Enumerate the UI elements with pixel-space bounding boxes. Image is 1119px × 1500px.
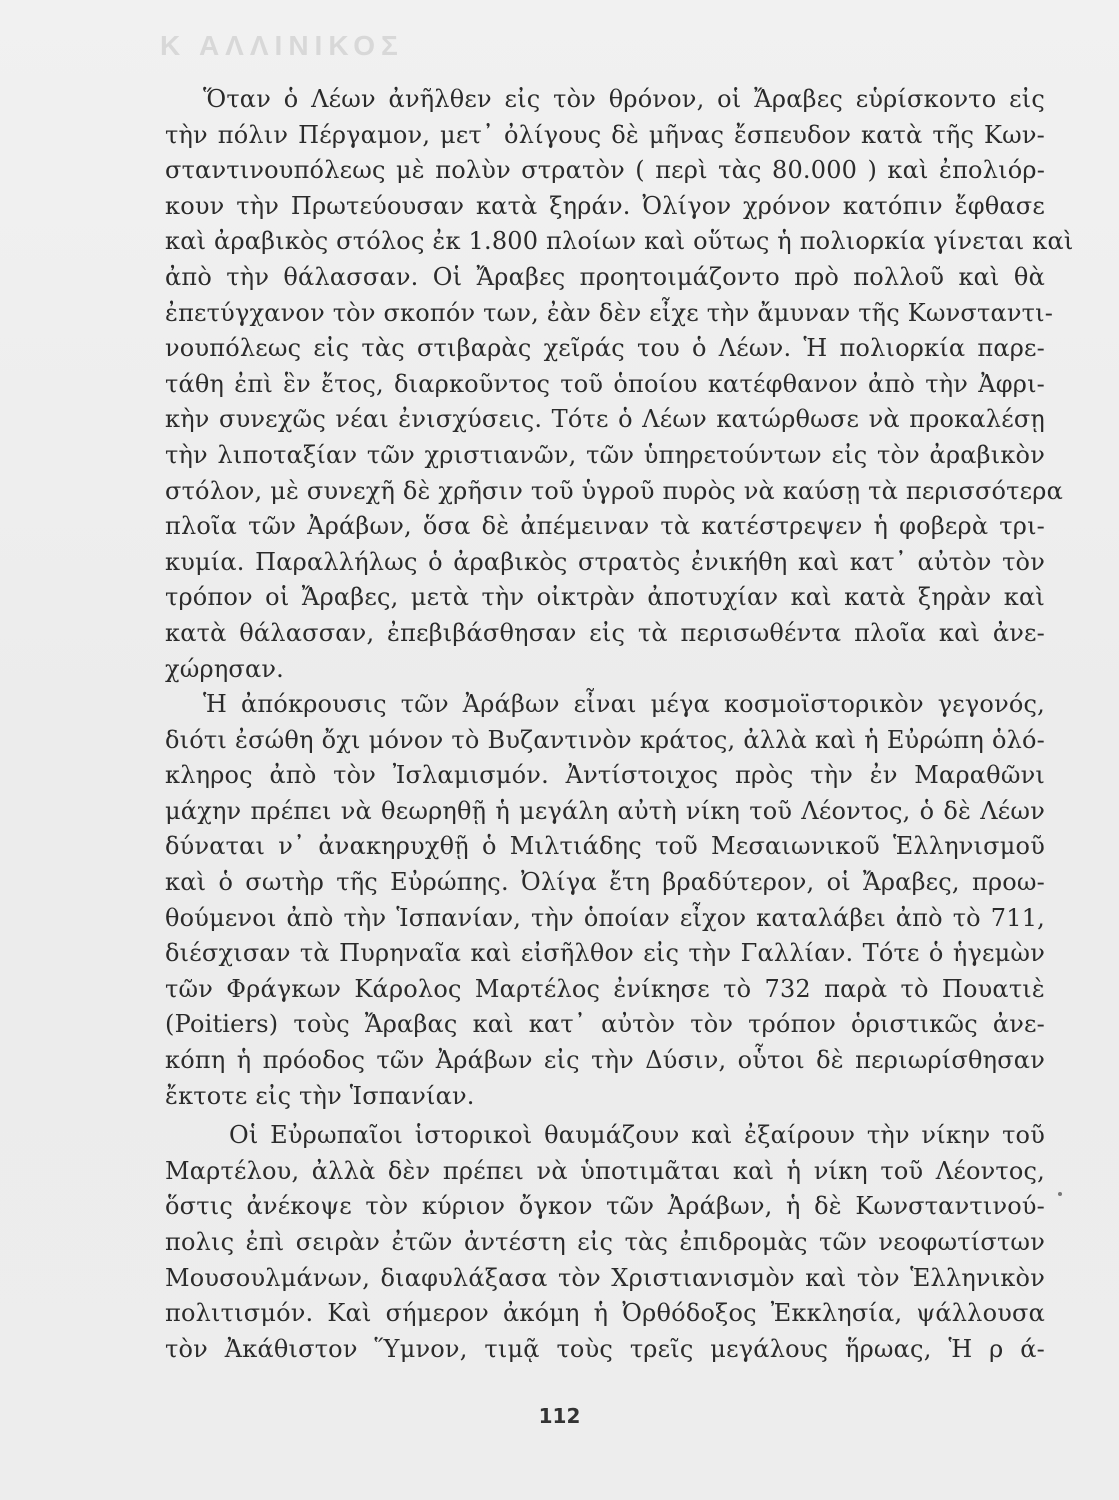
text-line: Οἱ Εὐρωπαῖοι ἱστορικοὶ θαυμάζουν καὶ ἐξαίρουν τὴν νίκην τοῦ	[229, 1121, 1045, 1150]
text-line: ἐπετύγχανον τὸν σκοπόν των, ἐὰν δὲν εἶχε τὴν ἄμυναν τῆς Κωνσταντι-	[165, 298, 1054, 327]
text-line: τὴν λιποταξίαν τῶν χριστιανῶν, τῶν ὑπηρετούντων εἰς τὸν ἀραβικὸν	[165, 440, 1045, 469]
text-line: μάχην πρέπει νὰ θεωρηθῇ ἡ μεγάλη αὐτὴ νίκη τοῦ Λέοντος, ὁ δὲ Λέων	[165, 796, 1045, 825]
text-line: Ὅταν ὁ Λέων ἀνῆλθεν εἰς τὸν θρόνον, οἱ Ἄραβες εὑρίσκοντο εἰς	[203, 85, 1045, 113]
text-line: χώρησαν.	[165, 654, 285, 683]
text-line: Ἡ ἀπόκρουσις τῶν Ἀράβων εἶναι μέγα κοσμοϊστορικὸν γεγονός,	[203, 690, 1045, 719]
text-line: θούμενοι ἀπὸ τὴν Ἱσπανίαν, τὴν ὁποίαν εἶχον καταλάβει ἀπὸ τὸ 711,	[165, 903, 1045, 932]
body-text	[165, 82, 1074, 1367]
text-line: τῶν Φράγκων Κάρολος Μαρτέλος ἐνίκησε τὸ 732 παρὰ τὸ Πουατιὲ	[165, 974, 1045, 1003]
text-line: Μουσουλμάνων, διαφυλάξασα τὸν Χριστιανισμὸν καὶ τὸν Ἑλληνικὸν	[165, 1263, 1045, 1292]
text-line: σταντινουπόλεως μὲ πολὺν στρατὸν ( περὶ τὰς 80.000 ) καὶ ἐπολιόρ-	[165, 156, 1045, 185]
text-line: κουν τὴν Πρωτεύουσαν κατὰ ξηράν. Ὀλίγον χρόνον κατόπιν ἔφθασε	[165, 191, 1045, 220]
text-line: ἔκτοτε εἰς τὴν Ἱσπανίαν.	[165, 1081, 475, 1110]
text-line: κόπη ἡ πρόοδος τῶν Ἀράβων εἰς τὴν Δύσιν, οὗτοι δὲ περιωρίσθησαν	[165, 1046, 1045, 1075]
text-line: πολις ἐπὶ σειρὰν ἐτῶν ἀντέστη εἰς τὰς ἐπιδρομὰς τῶν νεοφωτίστων	[165, 1228, 1045, 1256]
text-line: κατὰ θάλασσαν, ἐπεβιβάσθησαν εἰς τὰ περισωθέντα πλοῖα καὶ ἀνε-	[165, 618, 1045, 647]
text-line: στόλον, μὲ συνεχῆ δὲ χρῆσιν τοῦ ὑγροῦ πυρὸς νὰ καύσῃ τὰ περισσότερα	[165, 476, 1064, 505]
text-line: Μαρτέλου, ἀλλὰ δὲν πρέπει νὰ ὑποτιμᾶται καὶ ἡ νίκη τοῦ Λέοντος,	[165, 1156, 1045, 1185]
text-line: (Poitiers) τοὺς Ἄραβας καὶ κατ᾽ αὐτὸν τὸν τρόπον ὁριστικῶς ἀνε-	[165, 1010, 1045, 1039]
text-line: τρόπον οἱ Ἄραβες, μετὰ τὴν οἰκτρὰν ἀποτυχίαν καὶ κατὰ ξηρὰν καὶ	[165, 583, 1045, 612]
text-line: διότι ἐσώθη ὄχι μόνον τὸ Βυζαντινὸν κράτος, ἀλλὰ καὶ ἡ Εὐρώπη ὁλό-	[165, 725, 1045, 754]
text-line: καὶ ἀραβικὸς στόλος ἐκ 1.800 πλοίων καὶ οὕτως ἡ πολιορκία γίνεται καὶ	[165, 227, 1074, 256]
page-number: 112	[538, 1404, 581, 1428]
text-line: ἀπὸ τὴν θάλασσαν. Οἱ Ἄραβες προητοιμάζοντο πρὸ πολλοῦ καὶ θὰ	[165, 262, 1045, 291]
text-line: καὶ ὁ σωτὴρ τῆς Εὐρώπης. Ὀλίγα ἔτη βραδύτερον, οἱ Ἄραβες, προω-	[165, 868, 1045, 897]
text-line: κὴν συνεχῶς νέαι ἐνισχύσεις. Τότε ὁ Λέων κατώρθωσε νὰ προκαλέσῃ	[165, 405, 1045, 434]
text-line: διέσχισαν τὰ Πυρηναῖα καὶ εἰσῆλθον εἰς τὴν Γαλλίαν. Τότε ὁ ἡγεμὼν	[165, 939, 1045, 968]
text-line: δύναται ν᾽ ἀνακηρυχθῇ ὁ Μιλτιάδης τοῦ Μεσαιωνικοῦ Ἑλληνισμοῦ	[165, 832, 1045, 861]
text-line: πολιτισμόν. Καὶ σήμερον ἀκόμη ἡ Ὀρθόδοξος Ἐκκλησία, ψάλλουσα	[165, 1299, 1045, 1328]
text-line: νουπόλεως εἰς τὰς στιβαρὰς χεῖράς του ὁ Λέων. Ἡ πολιορκία παρε-	[165, 334, 1045, 363]
text-line: κληρος ἀπὸ τὸν Ἰσλαμισμόν. Ἀντίστοιχος πρὸς τὴν ἐν Μαραθῶνι	[165, 761, 1045, 790]
text-line: ὅστις ἀνέκοψε τὸν κύριον ὄγκον τῶν Ἀράβων, ἡ δὲ Κωνσταντινού-	[165, 1192, 1045, 1221]
text-line: πλοῖα τῶν Ἀράβων, ὅσα δὲ ἀπέμειναν τὰ κατέστρεψεν ἡ φοβερὰ τρι-	[165, 512, 1045, 541]
text-line: κυμία. Παραλλήλως ὁ ἀραβικὸς στρατὸς ἐνικήθη καὶ κατ᾽ αὐτὸν τὸν	[165, 547, 1045, 576]
faded-header-text: Κ ΑΛΛΙΝΙΚΟΣ	[160, 30, 404, 61]
paper-speck	[1058, 1192, 1062, 1196]
text-line: τὸν Ἀκάθιστον Ὕμνον, τιμᾷ τοὺς τρεῖς μεγάλους ἥρωας, Ἡ ρ ά-	[165, 1334, 1045, 1363]
text-line: τάθη ἐπὶ ἓν ἔτος, διαρκοῦντος τοῦ ὁποίου κατέφθανον ἀπὸ τὴν Ἀφρι-	[165, 369, 1045, 398]
text-line: τὴν πόλιν Πέργαμον, μετ᾽ ὀλίγους δὲ μῆνας ἔσπευδον κατὰ τῆς Κων-	[165, 120, 1045, 149]
